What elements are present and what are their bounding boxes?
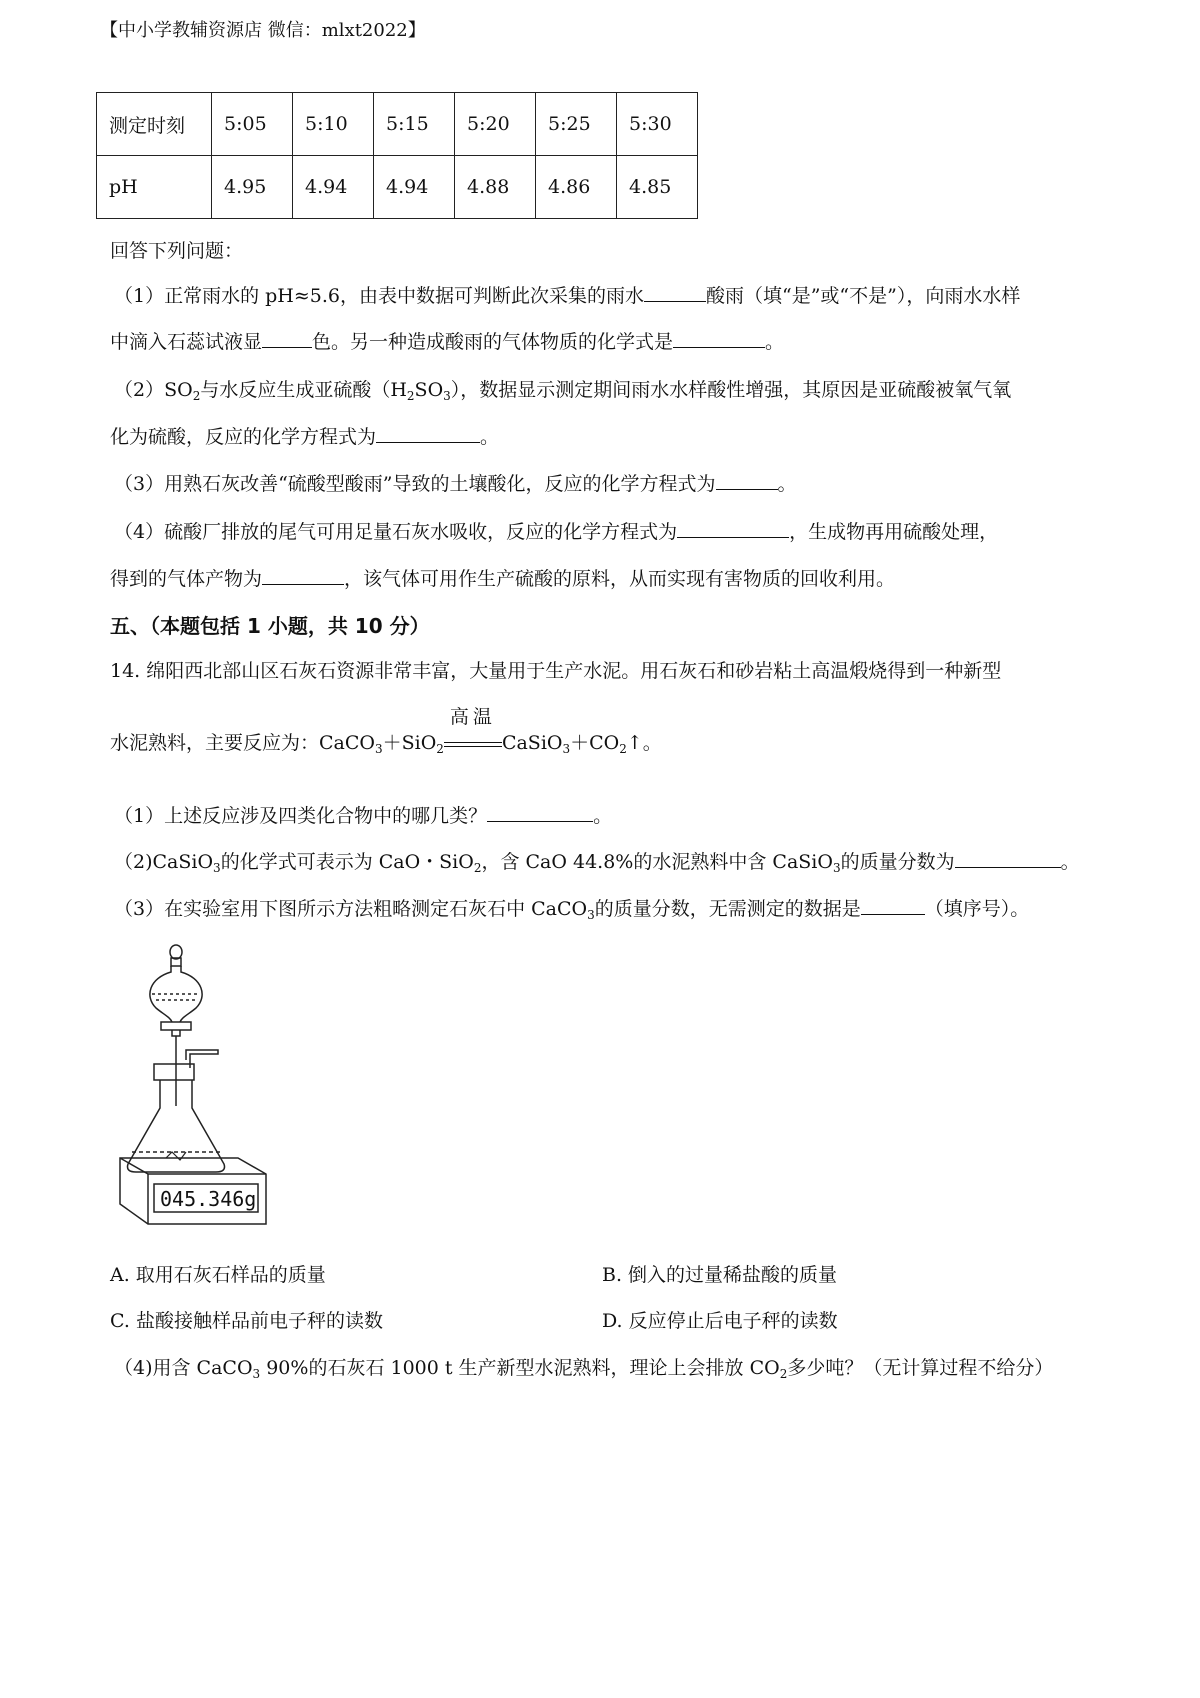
answer-blank[interactable] xyxy=(487,803,593,822)
table-cell: 5:20 xyxy=(455,93,536,156)
subscript: 2 xyxy=(779,1367,788,1381)
subscript: 3 xyxy=(587,908,595,922)
text: ＋CO xyxy=(570,732,620,754)
answer-blank[interactable] xyxy=(677,519,789,538)
table-cell: 4.95 xyxy=(212,156,293,219)
question-4-line-1 xyxy=(114,519,998,545)
option-a[interactable]: A. 取用石灰石样品的质量 xyxy=(110,1264,326,1286)
text: 得到的气体产物为 xyxy=(110,568,263,590)
table-cell: 4.94 xyxy=(374,156,455,219)
subscript: 3 xyxy=(252,1367,261,1381)
subscript: 2 xyxy=(406,389,415,403)
text: （3）在实验室用下图所示方法粗略测定石灰石中 CaCO xyxy=(114,898,588,920)
answer-blank[interactable] xyxy=(861,896,925,915)
reaction-condition xyxy=(444,706,502,756)
answer-blank[interactable] xyxy=(716,471,778,490)
text: 。 xyxy=(765,331,785,353)
question-14-intro: 14. 绵阳西北部山区石灰石资源非常丰富，大量用于生产水泥。用石灰石和砂岩粘土高温煅烧得到一种新型 xyxy=(110,660,1002,682)
text: 与水反应生成亚硫酸（H xyxy=(200,379,407,401)
table-cell: 5:30 xyxy=(617,93,698,156)
question-2-line-2 xyxy=(110,424,499,450)
text: 。 xyxy=(777,473,797,495)
table-cell: 5:05 xyxy=(212,93,293,156)
text: ，生成物再用硫酸处理， xyxy=(789,521,999,543)
text: （4)用含 CaCO xyxy=(114,1357,253,1379)
text: （2）SO xyxy=(114,379,193,401)
table-cell: 4.94 xyxy=(293,156,374,219)
table-cell: 5:25 xyxy=(536,93,617,156)
subscript: 3 xyxy=(562,742,571,756)
text: 的质量分数为 xyxy=(840,851,955,873)
text: （填序号）。 xyxy=(924,898,1030,920)
delivery-tube-icon xyxy=(186,1050,218,1068)
text: ↑。 xyxy=(626,732,662,754)
table-cell: 5:10 xyxy=(293,93,374,156)
text: CaSiO xyxy=(501,732,563,754)
table-cell: 4.88 xyxy=(455,156,536,219)
subscript: 2 xyxy=(619,742,627,756)
separatory-funnel-icon xyxy=(150,966,202,1106)
table-cell: 5:15 xyxy=(374,93,455,156)
text: 色。另一种造成酸雨的气体物质的化学式是 xyxy=(312,331,674,353)
answer-blank[interactable] xyxy=(644,283,706,302)
text: 的化学式可表示为 CaO・SiO xyxy=(220,851,474,873)
question-14-sub-4 xyxy=(114,1355,1053,1381)
condition-label: 高温 xyxy=(449,706,496,728)
text: ，该气体可用作生产硫酸的原料，从而实现有害物质的回收利用。 xyxy=(344,568,896,590)
text: 90%的石灰石 1000 t 生产新型水泥熟料，理论上会排放 CO xyxy=(260,1357,780,1379)
text: 酸雨（填“是”或“不是”），向雨水水样 xyxy=(706,285,1021,307)
text: 的质量分数，无需测定的数据是 xyxy=(594,898,861,920)
question-14-sub-1 xyxy=(114,803,612,829)
subscript: 2 xyxy=(436,742,444,756)
watermark: 【中小学教辅资源店 微信：mlxt2022】 xyxy=(100,20,426,41)
subscript: 3 xyxy=(443,389,451,403)
option-c[interactable]: C. 盐酸接触样品前电子秤的读数 xyxy=(110,1310,383,1332)
table-header-ph: pH xyxy=(97,156,212,219)
question-1-line-2 xyxy=(110,329,784,355)
section-heading: 五、（本题包括 1 小题，共 10 分） xyxy=(110,614,430,638)
text: ，含 CaO 44.8%的水泥熟料中含 CaSiO xyxy=(481,851,833,873)
text: （1）正常雨水的 pH≈5.6，由表中数据可判断此次采集的雨水 xyxy=(114,285,644,307)
text: 多少吨？（无计算过程不给分） xyxy=(787,1357,1054,1379)
subscript: 3 xyxy=(213,861,221,875)
text: SO xyxy=(414,379,444,401)
question-1-line-1 xyxy=(114,283,1020,309)
text: 化为硫酸，反应的化学方程式为 xyxy=(110,426,377,448)
text: ），数据显示测定期间雨水水样酸性增强，其原因是亚硫酸被氧气氧 xyxy=(450,379,1012,401)
scale-reading: 045.346g xyxy=(160,1187,257,1211)
table-cell: 4.86 xyxy=(536,156,617,219)
answer-blank[interactable] xyxy=(262,329,312,348)
text: 水泥熟料，主要反应为：CaCO xyxy=(110,732,375,754)
question-14-equation xyxy=(110,706,662,756)
conical-flask-icon xyxy=(127,1064,224,1172)
subscript: 2 xyxy=(192,389,201,403)
table-cell: 4.85 xyxy=(617,156,698,219)
answer-blank[interactable] xyxy=(262,566,344,585)
answer-blank[interactable] xyxy=(673,329,765,348)
table-row-times xyxy=(97,93,698,156)
subscript: 3 xyxy=(832,861,841,875)
question-14-sub-2 xyxy=(114,849,1080,875)
text: （1）上述反应涉及四类化合物中的哪几类？ xyxy=(114,805,488,827)
question-2-line-1 xyxy=(114,377,1011,403)
question-4-line-2 xyxy=(110,566,895,592)
text: ＋SiO xyxy=(382,732,437,754)
option-b[interactable]: B. 倒入的过量稀盐酸的质量 xyxy=(602,1264,838,1286)
answer-blank[interactable] xyxy=(376,424,480,443)
apparatus-figure xyxy=(108,938,278,1230)
text: 。 xyxy=(1060,851,1080,873)
subscript: 3 xyxy=(374,742,383,756)
table-header-time: 测定时刻 xyxy=(97,93,212,156)
text: （4）硫酸厂排放的尾气可用足量石灰水吸收，反应的化学方程式为 xyxy=(114,521,678,543)
option-d[interactable]: D. 反应停止后电子秤的读数 xyxy=(602,1310,838,1332)
text: （2)CaSiO xyxy=(114,851,214,873)
equals-sign xyxy=(444,742,502,747)
text: （3）用熟石灰改善“硫酸型酸雨”导致的土壤酸化，反应的化学方程式为 xyxy=(114,473,716,495)
question-14-sub-3 xyxy=(114,896,1029,922)
question-3 xyxy=(114,471,797,497)
text: 。 xyxy=(480,426,500,448)
ph-data-table xyxy=(96,92,698,219)
answer-blank[interactable] xyxy=(955,849,1061,868)
text: 中滴入石蕊试液显 xyxy=(110,331,263,353)
stopper-icon xyxy=(170,945,182,966)
answer-prompt: 回答下列问题： xyxy=(110,240,244,262)
table-row-ph xyxy=(97,156,698,219)
text: 。 xyxy=(593,805,613,827)
subscript: 2 xyxy=(473,861,482,875)
